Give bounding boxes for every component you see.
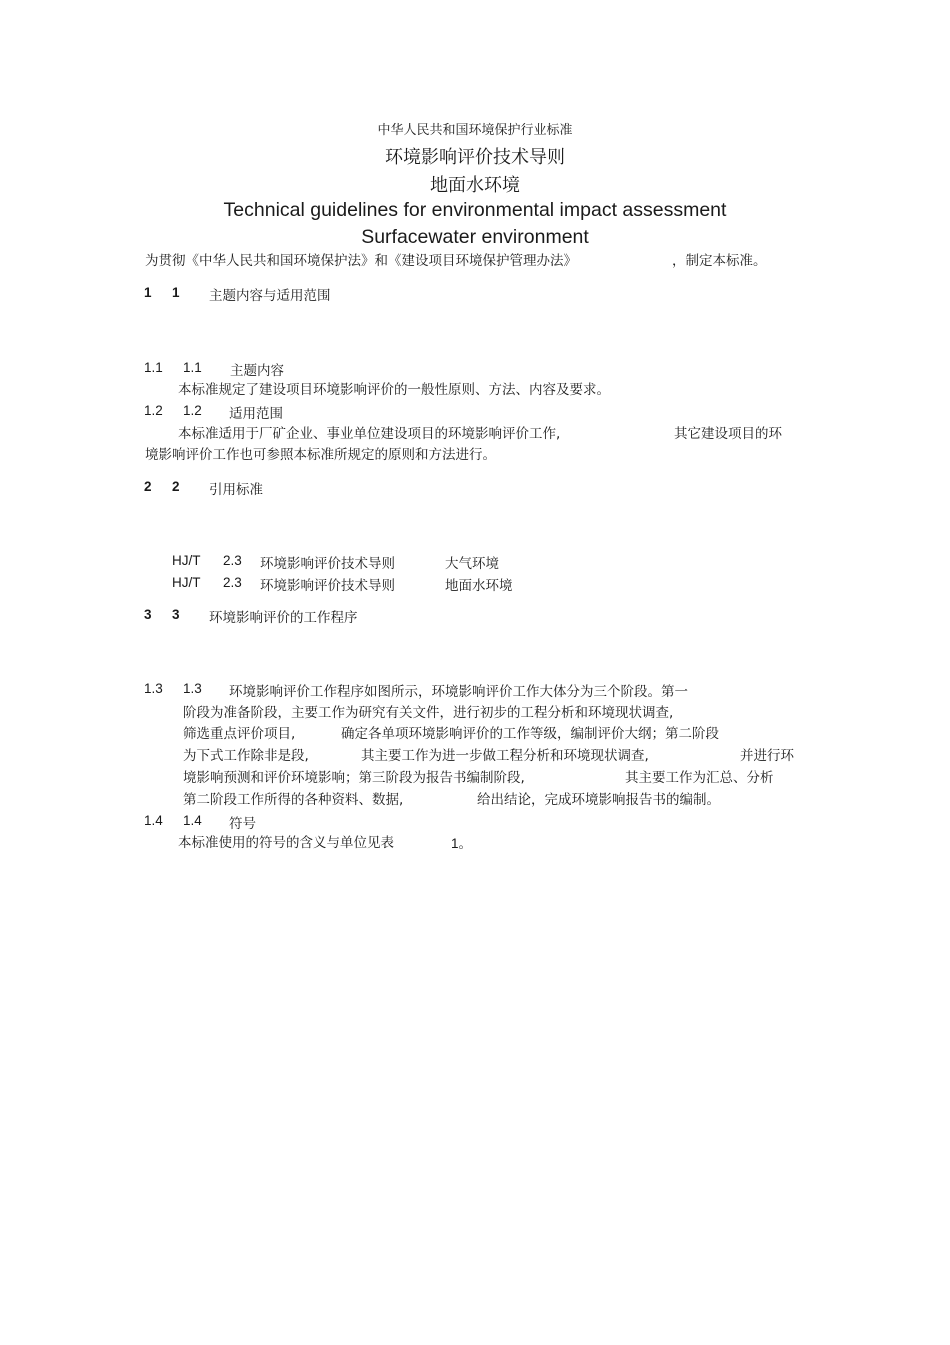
s1-1-heading: 主题内容 bbox=[230, 363, 284, 379]
s1-4-paragraph-a: 本标准使用的符号的含义与单位见表 bbox=[178, 835, 394, 851]
section-3-number: 3 bbox=[144, 607, 152, 622]
s1-2-number-dup: 1.2 bbox=[183, 403, 202, 418]
document-title: 环境影响评价技术导则 bbox=[385, 147, 565, 168]
s1-4-number-dup: 1.4 bbox=[183, 813, 202, 828]
preamble-text-a: 为贯彻《中华人民共和国环境保护法》和《建设项目环境保护管理办法》 bbox=[145, 253, 577, 269]
section-3-number-dup: 3 bbox=[172, 607, 180, 622]
s1-4-paragraph-b: 1。 bbox=[451, 836, 473, 851]
s1-4-heading: 符号 bbox=[229, 816, 256, 832]
s1-3-line-6b: 给出结论，完成环境影响报告书的编制。 bbox=[477, 792, 720, 808]
s1-4-number: 1.4 bbox=[144, 813, 163, 828]
reference-topic: 大气环境 bbox=[445, 556, 499, 572]
s1-1-number-dup: 1.1 bbox=[183, 360, 202, 375]
s1-3-line-6a: 第二阶段工作所得的各种资料、数据, bbox=[183, 792, 404, 808]
reference-name: 环境影响评价技术导则 bbox=[260, 578, 395, 594]
s1-3-line-5a: 境影响预测和评价环境影响；第三阶段为报告书编制阶段, bbox=[183, 770, 525, 786]
s1-3-line-2: 阶段为准备阶段，主要工作为研究有关文件，进行初步的工程分析和环境现状调查, bbox=[183, 705, 674, 721]
english-title-line-1: Technical guidelines for environmental impact assessment bbox=[223, 199, 727, 221]
s1-3-line-3a: 筛选重点评价项目, bbox=[183, 726, 296, 742]
document-subtitle: 地面水环境 bbox=[430, 175, 520, 196]
s1-1-number: 1.1 bbox=[144, 360, 163, 375]
reference-code: HJ/T bbox=[172, 575, 201, 590]
english-title-line-2: Surfacewater environment bbox=[361, 226, 589, 248]
s1-3-line-4a: 为下式工作除非是段, bbox=[183, 748, 309, 764]
reference-name: 环境影响评价技术导则 bbox=[260, 556, 395, 572]
section-1-number-dup: 1 bbox=[172, 285, 180, 300]
s1-3-line-3b: 确定各单项环境影响评价的工作等级，编制评价大纲；第二阶段 bbox=[341, 726, 719, 742]
s1-1-paragraph: 本标准规定了建设项目环境影响评价的一般性原则、方法、内容及要求。 bbox=[178, 382, 610, 398]
reference-number: 2.3 bbox=[223, 575, 242, 590]
s1-2-paragraph-c: 境影响评价工作也可参照本标准所规定的原则和方法进行。 bbox=[145, 447, 496, 463]
section-2-heading: 引用标准 bbox=[209, 482, 263, 498]
s1-3-line-1: 环境影响评价工作程序如图所示，环境影响评价工作大体分为三个阶段。第一 bbox=[229, 684, 688, 700]
section-3-heading: 环境影响评价的工作程序 bbox=[209, 610, 358, 626]
standard-organization: 中华人民共和国环境保护行业标准 bbox=[377, 123, 573, 138]
reference-topic: 地面水环境 bbox=[445, 578, 513, 594]
s1-3-number-dup: 1.3 bbox=[183, 681, 202, 696]
s1-3-line-4c: 并进行环 bbox=[740, 748, 794, 764]
reference-number: 2.3 bbox=[223, 553, 242, 568]
reference-code: HJ/T bbox=[172, 553, 201, 568]
section-2-number-dup: 2 bbox=[172, 479, 180, 494]
s1-3-line-4b: 其主要工作为进一步做工程分析和环境现状调查, bbox=[361, 748, 649, 764]
s1-2-paragraph-b: 其它建设项目的环 bbox=[674, 426, 782, 442]
s1-2-paragraph-a: 本标准适用于厂矿企业、事业单位建设项目的环境影响评价工作, bbox=[178, 426, 561, 442]
section-1-number: 1 bbox=[144, 285, 152, 300]
s1-2-number: 1.2 bbox=[144, 403, 163, 418]
section-2-number: 2 bbox=[144, 479, 152, 494]
preamble-text-b: ，制定本标准。 bbox=[672, 253, 767, 269]
s1-3-line-5b: 其主要工作为汇总、分析 bbox=[625, 770, 774, 786]
s1-2-heading: 适用范围 bbox=[229, 406, 283, 422]
s1-3-number: 1.3 bbox=[144, 681, 163, 696]
section-1-heading: 主题内容与适用范围 bbox=[209, 288, 331, 304]
